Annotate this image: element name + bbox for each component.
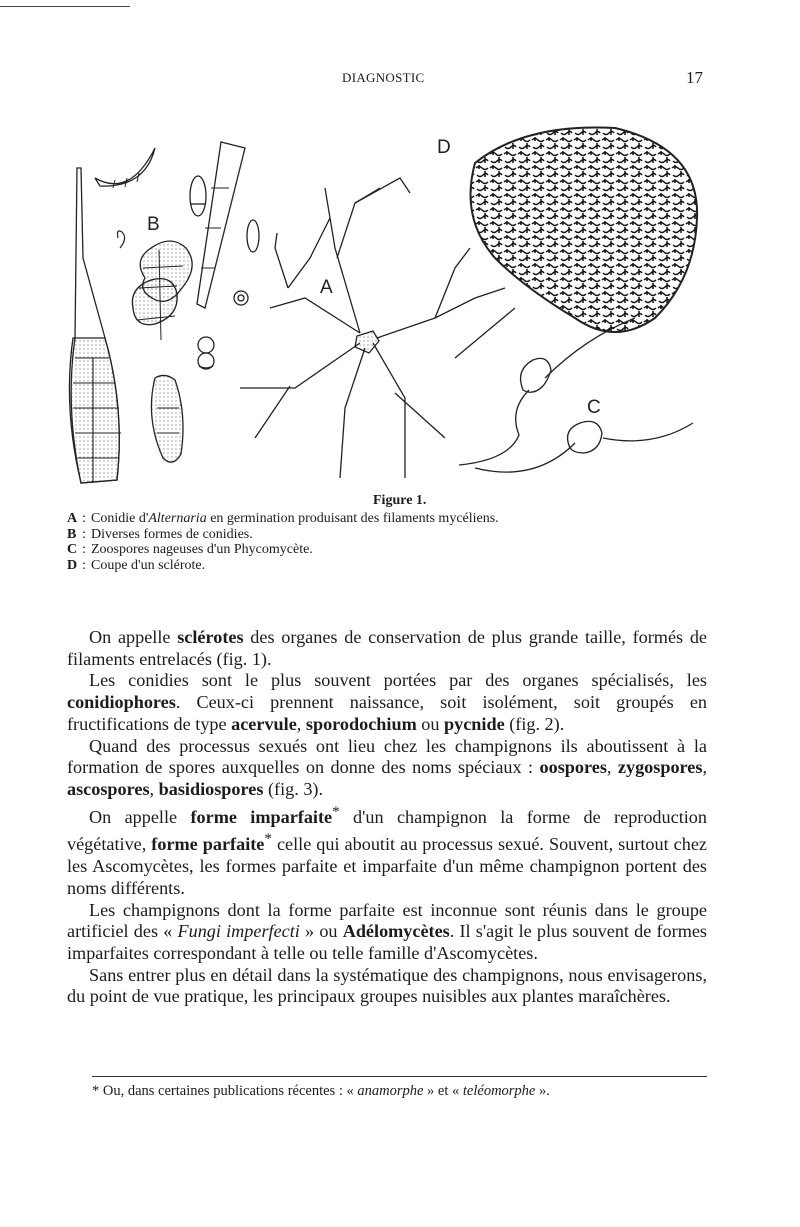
body-text — [67, 627, 707, 1008]
crescent-conidium-drawing — [95, 148, 155, 186]
figure-1-illustration — [55, 108, 745, 503]
figure-label-a: A — [320, 277, 333, 298]
sclerotium-section-drawing — [471, 127, 698, 332]
running-head: DIAGNOSTIC — [342, 70, 425, 85]
paragraph-4: On appelle forme imparfaite* d'un champignon la forme de reproduction végétative, forme parfaite* celle qui aboutit au processus sexué. Souvent, surtout chez les Ascomycètes, les formes parfaite et imparfaite d'un même champignon portent des noms différents. — [67, 802, 707, 898]
paragraph-3: Quand des processus sexués ont lieu chez les champignons ils aboutissent à la formation de spores auxquelles on donne des noms spéciaux : oospores, zygospores, ascospores, basidiospores (fig. 3). — [67, 735, 708, 799]
figure-caption-title: Figure 1. — [373, 493, 427, 508]
caption-item-d: D : Coupe d'un sclérote. — [67, 557, 206, 573]
footnote: * Ou, dans certaines publications récentes : « anamorphe » et « teléomorphe ». — [92, 1083, 550, 1099]
caption-item-b: B : Diverses formes de conidies. — [67, 526, 253, 542]
footnote-mark: * — [92, 1083, 100, 1099]
paragraph-5: Les champignons dont la forme parfaite est inconnue sont réunis dans le groupe artificiel des « Fungi imperfecti » ou Adélomycètes. Il s'agit le plus souvent de formes imparfaites correspondant à telle ou telle famille d'Ascomycètes. — [67, 899, 708, 963]
paragraph-1: On appelle sclérotes des organes de conservation de plus grande taille, formés de filaments entrelacés (fig. 1). — [67, 627, 707, 669]
caption-item-a: A : Conidie d'Alternaria en germination produisant des filaments mycéliens. — [67, 511, 499, 526]
footnote-rule — [92, 1076, 707, 1077]
figure-label-c: C — [587, 397, 601, 418]
muriform-conidia-drawing — [132, 241, 192, 340]
page-number: 17 — [686, 68, 703, 87]
zoospores-drawing — [459, 318, 693, 472]
figure-label-b: B — [147, 214, 160, 235]
top-rule — [0, 6, 130, 7]
paragraph-2: Les conidies sont le plus souvent portées par des organes spécialisés, les conidiophores. Ceux-ci prennent naissance, soit isolément, soit groupés en fructifications de type acervule, sporodochium ou pycnide (fig. 2). — [67, 670, 707, 734]
page-header — [0, 68, 800, 92]
long-conidium-drawing — [69, 168, 121, 483]
paragraph-6: Sans entrer plus en détail dans la systématique des champignons, nous envisagerons, du point de vue pratique, les principaux groupes nuisibles aux plantes maraîchères. — [67, 964, 707, 1007]
caption-item-c: C : Zoospores nageuses d'un Phycomycète. — [67, 542, 313, 557]
figure-label-d: D — [437, 137, 451, 158]
figure-caption-list — [67, 511, 499, 573]
